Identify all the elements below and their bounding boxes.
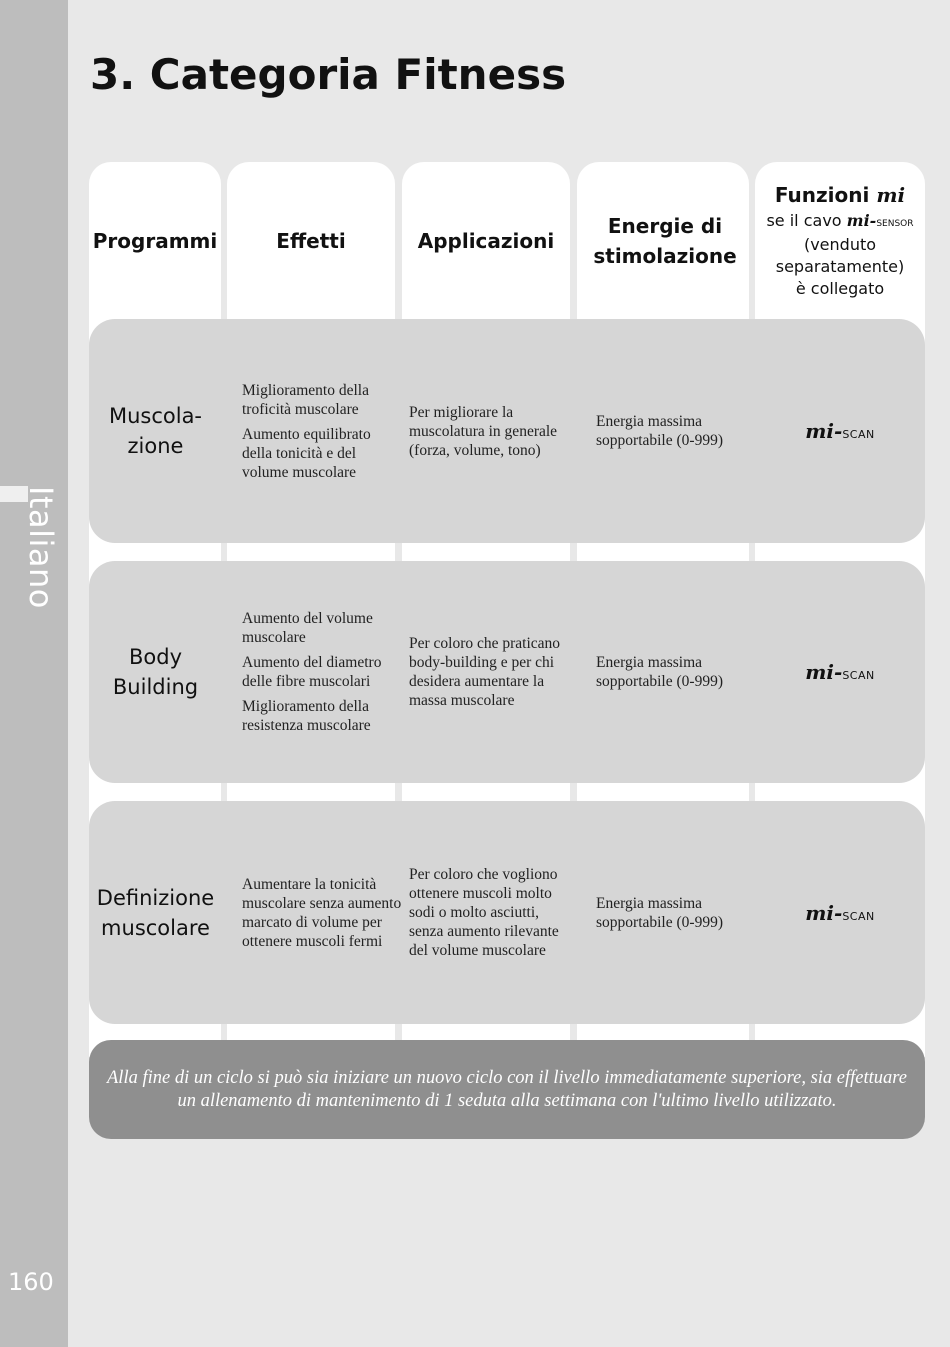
effects-cell [242,561,402,783]
page-title: 3. Categoria Fitness [90,50,567,99]
effect-item: Aumentare la tonicità muscolare senza aumento marcato di volume per ottenere muscoli fermi [242,875,402,950]
application-text: Per coloro che vogliono ottenere muscoli molto sodi o molto asciutti, senza aumento rilevante del volume muscolare [409,866,559,959]
funzioni-sensor-line [766,210,913,234]
scan-label: scan [842,664,875,683]
program-name [89,319,222,543]
mi-scan-logo: mi- [805,900,843,925]
function-cell [755,561,925,783]
table-row [89,319,925,543]
funzioni-connected: è collegato [795,278,885,298]
effect-item: Aumento del volume muscolare [242,610,373,646]
funzioni-title: Funzioni [774,182,870,207]
mi-scan-logo: mi- [805,419,843,443]
function-cell [755,319,925,543]
effects-cell [242,319,402,543]
application-text: Per coloro che praticano body-building e per chi desidera aumentare la massa muscolare [409,635,561,709]
page-number: 160 [8,1268,54,1296]
footer-note-text: Alla fine di un ciclo si può sia iniziare un nuovo ciclo con il livello immediatamente superiore, sia effettuare un allenamento di mantenimento di 1 seduta alla settimana con l'ultimo livello utilizzato. [107,1068,907,1111]
mi-scan-function [805,660,874,684]
effect-item: Aumento del diametro delle fibre muscolari [242,654,382,690]
mi-scan-function [805,901,874,925]
mi-scan-logo: mi- [805,660,843,684]
table-row [89,801,925,1024]
funzioni-title-line [775,182,905,208]
language-label: Italiano [22,486,60,609]
energy-cell [596,801,756,1024]
effect-item: Miglioramento della resistenza muscolare [242,698,371,734]
energy-text: Energia massima sopportabile (0-999) [596,894,723,931]
energy-text: Energia massima sopportabile (0-999) [596,654,723,690]
header-energie: Energie di stimolazione [593,213,737,268]
mi-sensor-logo: mi- [846,210,877,230]
side-bar [0,0,68,1347]
application-cell [409,561,569,783]
application-cell [409,319,569,543]
program-label: Muscola- zione [108,404,203,458]
program-label: Definizione muscolare [96,885,215,940]
table-row [89,561,925,783]
scan-label: scan [842,423,875,442]
funzioni-cable-text: se il cavo [766,210,842,230]
program-label: Body Building [112,645,199,699]
scan-label: scan [842,904,875,924]
funzioni-sold-separately: (venduto separatamente) [775,234,905,276]
program-name [89,561,222,783]
effect-item: Aumento equilibrato della tonicità e del volume muscolare [242,425,371,481]
application-text: Per migliorare la muscolatura in generale (forza, volume, tono) [409,403,558,459]
program-name [89,801,222,1024]
effect-item: Miglioramento della troficità muscolare [242,381,369,418]
mi-scan-function [805,419,874,443]
mi-logo: mi [876,182,906,207]
energy-text: Energia massima sopportabile (0-999) [596,413,723,449]
header-programmi: Programmi [92,228,218,253]
language-tab[interactable] [22,486,68,609]
energy-cell [596,319,756,543]
energy-cell [596,561,756,783]
header-applicazioni: Applicazioni [417,228,555,253]
effects-cell [242,801,402,1024]
application-cell [409,801,569,1024]
sensor-label: sensor [876,214,914,230]
function-cell [755,801,925,1024]
header-effetti: Effetti [276,228,346,253]
footer-note [89,1040,925,1139]
header-funzioni [755,162,925,319]
